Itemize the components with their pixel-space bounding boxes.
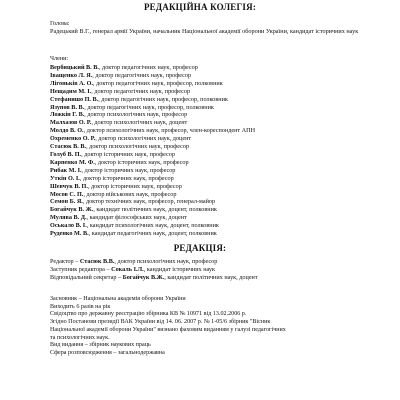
member-name: Мосов С. П. <box>50 190 84 198</box>
member-description: , доктор психологічних наук, доцент <box>91 119 188 127</box>
editorial-list <box>50 258 390 282</box>
member-item <box>50 127 390 135</box>
editorial-role: Заступник редактора – <box>50 266 112 273</box>
member-name: Шевчук В. П. <box>50 182 88 190</box>
member-description: , доктор історичних наук, професор <box>87 182 182 190</box>
member-description: , доктор педагогічних наук, професор, полковник <box>84 103 214 111</box>
member-name: Семон Б. Я. <box>50 198 83 206</box>
editorial-item <box>50 274 390 282</box>
publication-line: Свідоцтво про державну реєстрацію збірника КВ № 10971 від 13.02.2006 р. <box>50 311 247 318</box>
member-item <box>50 230 390 238</box>
editorial-item <box>50 258 390 266</box>
member-item <box>50 167 390 175</box>
member-description: , доктор технічних наук, професор, генерал-майор <box>82 198 216 206</box>
member-description: , кандидат політичних наук, доцент, полковник <box>93 206 217 214</box>
member-item <box>50 159 390 167</box>
publication-line: Виходить 6 разів на рік <box>50 303 111 310</box>
editorial-name: Стасюк В.В. <box>79 258 115 265</box>
member-description: , доктор історичних наук, професор <box>81 150 175 158</box>
member-description: , доктор психологічних наук, професор, член-кореспондент АПН <box>83 127 256 135</box>
publication-line: Національної академії оборони України" визнано фаховим виданням у галузі педагогічних <box>50 326 286 333</box>
publication-line: Вид видання – збірник наукових праць <box>50 342 151 349</box>
member-item <box>50 80 390 88</box>
member-name: Уткін О. І. <box>50 174 80 182</box>
member-item <box>50 143 390 151</box>
member-name: Ложкін Г. В. <box>50 111 85 119</box>
editorial-name: Богайчук В.Ж. <box>122 274 165 281</box>
member-item <box>50 222 390 230</box>
member-description: , кандидат філософських наук, доцент <box>86 214 187 222</box>
member-name: Стасюк В. В. <box>50 143 87 151</box>
member-item <box>50 191 390 199</box>
member-item <box>50 206 390 214</box>
member-item <box>50 72 390 80</box>
member-name: Молдо В. О. <box>50 127 84 135</box>
member-description: , доктор педагогічних наук, професор <box>98 64 198 71</box>
page-title: РЕДАКЦІЙНА КОЛЕГІЯ: <box>143 2 257 12</box>
member-name: Вербицький В. В. <box>50 64 99 71</box>
members-list <box>50 64 390 238</box>
member-item <box>50 64 390 72</box>
member-name: Язупов В. В. <box>50 103 85 111</box>
publication-line: Згідно Постанови президії ВАК України від 14. 06. 2007 р. № 1-05/6 збірник "Вісник <box>50 319 271 326</box>
member-item <box>50 135 390 143</box>
member-description: , доктор історичних наук, професор <box>94 158 189 166</box>
member-name: Малхазов О. Р. <box>50 119 92 127</box>
member-description: , доктор педагогічних наук, професор <box>92 71 192 79</box>
member-name: Мулява В. Д. <box>50 214 87 222</box>
publication-line: Засновник – Національна академія оборони України <box>50 296 186 302</box>
member-name: Нещадим М. І. <box>50 87 92 95</box>
editorial-description: , доктор психологічних наук, професор <box>114 258 218 265</box>
member-description: , доктор педагогічних наук, професор, полковник <box>98 95 228 103</box>
publication-line: та психологічних наук. <box>50 334 110 341</box>
editorial-role: Редактор – <box>50 258 80 265</box>
member-name: Оськало В. І. <box>50 222 87 230</box>
member-description: , доктор психологічних наук, доцент <box>95 135 192 143</box>
member-description: , доктор педагогічних наук, професор, полковник <box>93 79 223 87</box>
member-item <box>50 111 390 119</box>
member-name: Охременко О. Р. <box>50 135 96 143</box>
member-item <box>50 151 390 159</box>
member-item <box>50 104 390 112</box>
member-description: , доктор історичних наук, професор <box>79 174 174 182</box>
member-item <box>50 88 390 96</box>
member-name: Руденко М. В. <box>50 230 89 238</box>
member-description: , доктор психологічних наук, професор <box>84 111 188 119</box>
chair-label: Голова: <box>50 20 70 27</box>
member-item <box>50 214 390 222</box>
editorial-description: , кандидат історичних наук <box>143 266 216 273</box>
member-item <box>50 198 390 206</box>
member-item <box>50 119 390 127</box>
members-label: Члени: <box>50 55 69 62</box>
member-description: , кандидат психологічних наук, доцент, полковник <box>86 222 219 230</box>
publication-line: Сфера розповсюдження – загальнодержавна <box>50 349 165 356</box>
member-name: Лігоньків А. О. <box>50 79 94 87</box>
member-item <box>50 175 390 183</box>
member-item <box>50 96 390 104</box>
editorial-title: РЕДАКЦІЯ: <box>173 243 227 253</box>
member-item <box>50 183 390 191</box>
publication-info <box>50 296 380 358</box>
member-name: Богайчук В. Ж. <box>50 206 94 214</box>
member-description: , кандидат педагогічних наук, доцент, полковник <box>88 230 217 238</box>
editorial-role: Відповідальний секретар – <box>50 274 123 281</box>
member-name: Іващенко Л. Я. <box>50 71 93 79</box>
member-description: , доктор психологічних наук, професор <box>86 143 190 151</box>
member-description: , доктор історичних наук, професор <box>81 166 176 174</box>
editorial-name: Сокаль І.Л. <box>111 266 144 273</box>
chair-text: Радецький В.Г., генерал армії України, начальник Національної академії оборони України, кандидат історичних наук <box>50 28 359 35</box>
editorial-description: , кандидат політичних наук, доцент <box>164 274 258 281</box>
member-description: , доктор педагогічних наук, професор <box>91 87 191 95</box>
member-name: Стефанишо П. В. <box>50 95 99 103</box>
member-name: Рибак М. І. <box>50 166 82 174</box>
member-description: , доктор військових наук, професор <box>83 190 177 198</box>
editorial-item <box>50 266 390 274</box>
member-name: Карпенко М. Ф. <box>50 158 95 166</box>
member-name: Голуб В. П. <box>50 150 82 158</box>
